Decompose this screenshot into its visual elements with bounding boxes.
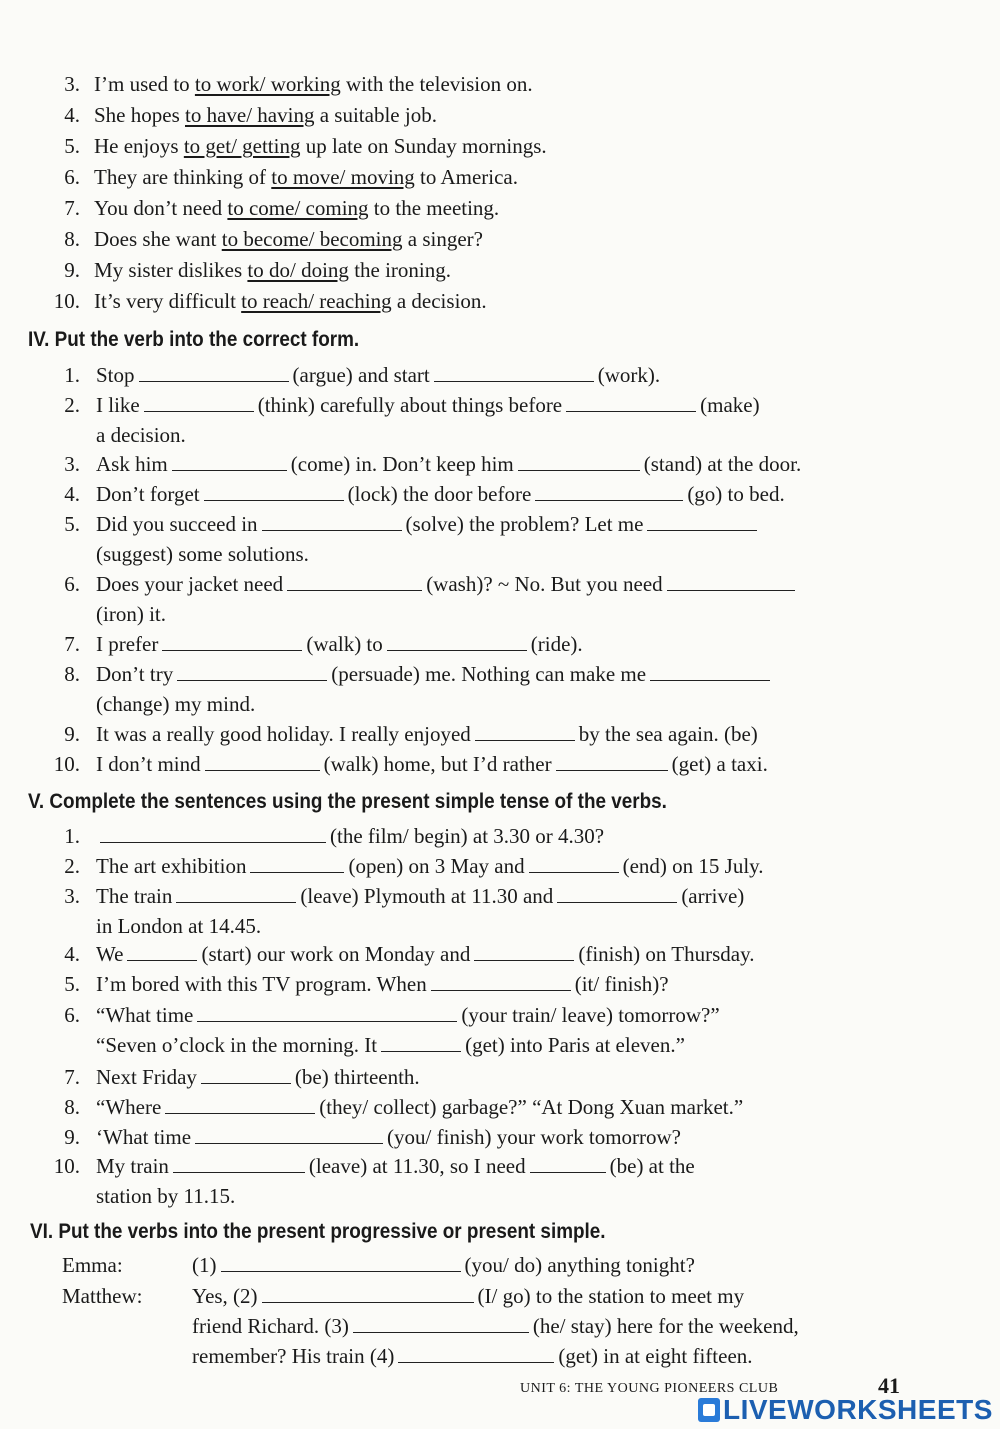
section4-item: I prefer (walk) to (ride). — [96, 632, 583, 656]
section4-item-continued: (suggest) some solutions. — [96, 542, 309, 566]
answer-blank[interactable] — [387, 632, 527, 651]
answer-blank[interactable] — [431, 972, 571, 991]
verb-choice[interactable]: to come/ coming — [227, 196, 369, 220]
answer-blank[interactable] — [162, 632, 302, 651]
answer-blank[interactable] — [262, 1284, 474, 1303]
section5-item: I’m bored with this TV program. When (it/ finish)? — [96, 972, 669, 996]
verb-choice[interactable]: to have/ having — [185, 103, 315, 127]
item-number: 3. — [64, 452, 80, 476]
answer-blank[interactable] — [221, 1253, 461, 1272]
section5-title: V. Complete the sentences using the present simple tense of the verbs. — [28, 790, 667, 813]
item-number: 4. — [64, 103, 80, 127]
item-number: 1. — [64, 363, 80, 387]
item-number: 2. — [64, 393, 80, 417]
liveworksheets-logo: LIVEWORKSHEETS — [698, 1394, 993, 1426]
answer-blank[interactable] — [475, 722, 575, 741]
answer-blank[interactable] — [139, 363, 289, 382]
section4-item-continued: a decision. — [96, 423, 186, 447]
item-number: 5. — [64, 972, 80, 996]
item-number: 7. — [64, 1065, 80, 1089]
section4-item: Stop (argue) and start (work). — [96, 363, 661, 387]
part3-item: I’m used to to work/ working with the television on. — [94, 72, 533, 96]
dialogue-line-3: friend Richard. (3) (he/ stay) here for the weekend, — [192, 1314, 799, 1338]
answer-blank[interactable] — [262, 512, 402, 531]
item-number: 8. — [64, 227, 80, 251]
item-number: 3. — [64, 72, 80, 96]
section4-item-continued: (change) my mind. — [96, 692, 256, 716]
answer-blank[interactable] — [287, 572, 422, 591]
answer-blank[interactable] — [556, 752, 668, 771]
verb-choice[interactable]: to reach/ reaching — [241, 289, 392, 313]
part3-item: It’s very difficult to reach/ reaching a decision. — [94, 289, 487, 313]
section5-item: (the film/ begin) at 3.30 or 4.30? — [96, 822, 604, 850]
part3-item: My sister dislikes to do/ doing the ironing. — [94, 258, 452, 282]
item-number: 2. — [64, 854, 80, 878]
item-number: 10. — [53, 289, 80, 313]
answer-blank[interactable] — [474, 942, 574, 961]
item-number: 10. — [53, 1154, 80, 1178]
section4-item: Ask him (come) in. Don’t keep him (stand) at the door. — [96, 452, 802, 476]
answer-blank[interactable] — [667, 572, 795, 591]
item-number: 3. — [64, 884, 80, 908]
answer-blank[interactable] — [535, 482, 683, 501]
part3-item: You don’t need to come/ coming to the meeting. — [94, 196, 500, 220]
answer-blank[interactable] — [434, 363, 594, 382]
dialogue-line-4: remember? His train (4) (get) in at eight fifteen. — [192, 1344, 753, 1368]
answer-blank[interactable] — [353, 1314, 529, 1333]
unit-footer: UNIT 6: THE YOUNG PIONEERS CLUB — [520, 1381, 779, 1396]
section5-item-continued: in London at 14.45. — [96, 914, 262, 938]
item-number: 5. — [64, 512, 80, 536]
part3-item: They are thinking of to move/ moving to America. — [94, 165, 518, 189]
section5-item-continued: station by 11.15. — [96, 1184, 236, 1208]
item-number: 8. — [64, 1095, 80, 1119]
page-number: 41 — [878, 1373, 900, 1398]
item-number: 6. — [64, 1003, 80, 1027]
part3-item: She hopes to have/ having a suitable job. — [94, 103, 437, 127]
answer-blank[interactable] — [250, 854, 344, 873]
section5-item: “What time (your train/ leave) tomorrow?” — [96, 1003, 720, 1027]
answer-blank[interactable] — [201, 1065, 291, 1084]
answer-blank[interactable] — [165, 1095, 315, 1114]
section5-item: Next Friday (be) thirteenth. — [96, 1065, 420, 1089]
item-number: 7. — [64, 632, 80, 656]
answer-blank[interactable] — [381, 1033, 461, 1052]
dialogue-line-1: (1) (you/ do) anything tonight? — [192, 1253, 695, 1277]
answer-blank[interactable] — [127, 942, 197, 961]
answer-blank[interactable] — [144, 393, 254, 412]
answer-blank[interactable] — [530, 1154, 606, 1173]
verb-choice[interactable]: to get/ getting — [183, 134, 301, 158]
verb-choice[interactable]: to become/ becoming — [221, 227, 403, 251]
section5-item: The train (leave) Plymouth at 11.30 and (arrive) — [96, 884, 745, 908]
item-number: 7. — [64, 196, 80, 220]
section4-item: Did you succeed in (solve) the problem? Let me — [96, 510, 761, 538]
item-number: 4. — [64, 942, 80, 966]
answer-blank[interactable] — [398, 1344, 554, 1363]
part3-item: Does she want to become/ becoming a singer? — [94, 227, 483, 251]
item-number: 6. — [64, 165, 80, 189]
item-number: 10. — [53, 752, 80, 776]
item-number: 1. — [64, 824, 80, 848]
section4-item: Don’t forget (lock) the door before (go) to bed. — [96, 482, 785, 506]
section5-item-continued: “Seven o’clock in the morning. It (get) into Paris at eleven.” — [96, 1033, 685, 1057]
answer-blank[interactable] — [172, 452, 287, 471]
answer-blank[interactable] — [195, 1125, 383, 1144]
liveworksheets-icon — [698, 1398, 720, 1422]
part3-item: He enjoys to get/ getting up late on Sunday mornings. — [94, 134, 547, 158]
answer-blank[interactable] — [518, 452, 640, 471]
section5-item: ‘What time (you/ finish) your work tomorrow? — [96, 1125, 681, 1149]
section6-title: VI. Put the verbs into the present progressive or present simple. — [30, 1220, 606, 1243]
answer-blank[interactable] — [204, 482, 344, 501]
answer-blank[interactable] — [173, 1154, 305, 1173]
section4-item: It was a really good holiday. I really enjoyed by the sea again. (be) — [96, 722, 758, 746]
speaker-emma: Emma: — [62, 1253, 123, 1277]
section4-item: I don’t mind (walk) home, but I’d rather (get) a taxi. — [96, 752, 768, 776]
answer-blank[interactable] — [176, 884, 296, 903]
answer-blank[interactable] — [529, 854, 619, 873]
answer-blank[interactable] — [557, 884, 677, 903]
verb-choice[interactable]: to work/ working — [194, 72, 341, 96]
section5-item: My train (leave) at 11.30, so I need (be) at the — [96, 1154, 695, 1178]
answer-blank[interactable] — [100, 824, 326, 843]
section4-item-continued: (iron) it. — [96, 602, 166, 626]
section4-item: I like (think) carefully about things before (make) — [96, 393, 760, 417]
item-number: 6. — [64, 572, 80, 596]
section5-item: We (start) our work on Monday and (finish) on Thursday. — [96, 942, 755, 966]
dialogue-line-2: Yes, (2) (I/ go) to the station to meet my — [192, 1284, 745, 1308]
item-number: 9. — [64, 722, 80, 746]
verb-choice[interactable]: to do/ doing — [247, 258, 349, 282]
answer-blank[interactable] — [647, 512, 757, 531]
item-number: 9. — [64, 1125, 80, 1149]
answer-blank[interactable] — [205, 752, 320, 771]
speaker-matthew: Matthew: — [62, 1284, 143, 1308]
answer-blank[interactable] — [566, 393, 696, 412]
section5-item: The art exhibition (open) on 3 May and (end) on 15 July. — [96, 854, 764, 878]
answer-blank[interactable] — [650, 662, 770, 681]
section4-title: IV. Put the verb into the correct form. — [28, 328, 360, 351]
section4-item: Don’t try (persuade) me. Nothing can make me — [96, 660, 774, 688]
item-number: 8. — [64, 662, 80, 686]
item-number: 4. — [64, 482, 80, 506]
section5-item: “Where (they/ collect) garbage?” “At Dong Xuan market.” — [96, 1095, 744, 1119]
answer-blank[interactable] — [197, 1003, 457, 1022]
answer-blank[interactable] — [177, 662, 327, 681]
section4-item: Does your jacket need (wash)? ~ No. But you need — [96, 570, 799, 598]
item-number: 9. — [64, 258, 80, 282]
verb-choice[interactable]: to move/ moving — [271, 165, 415, 189]
item-number: 5. — [64, 134, 80, 158]
